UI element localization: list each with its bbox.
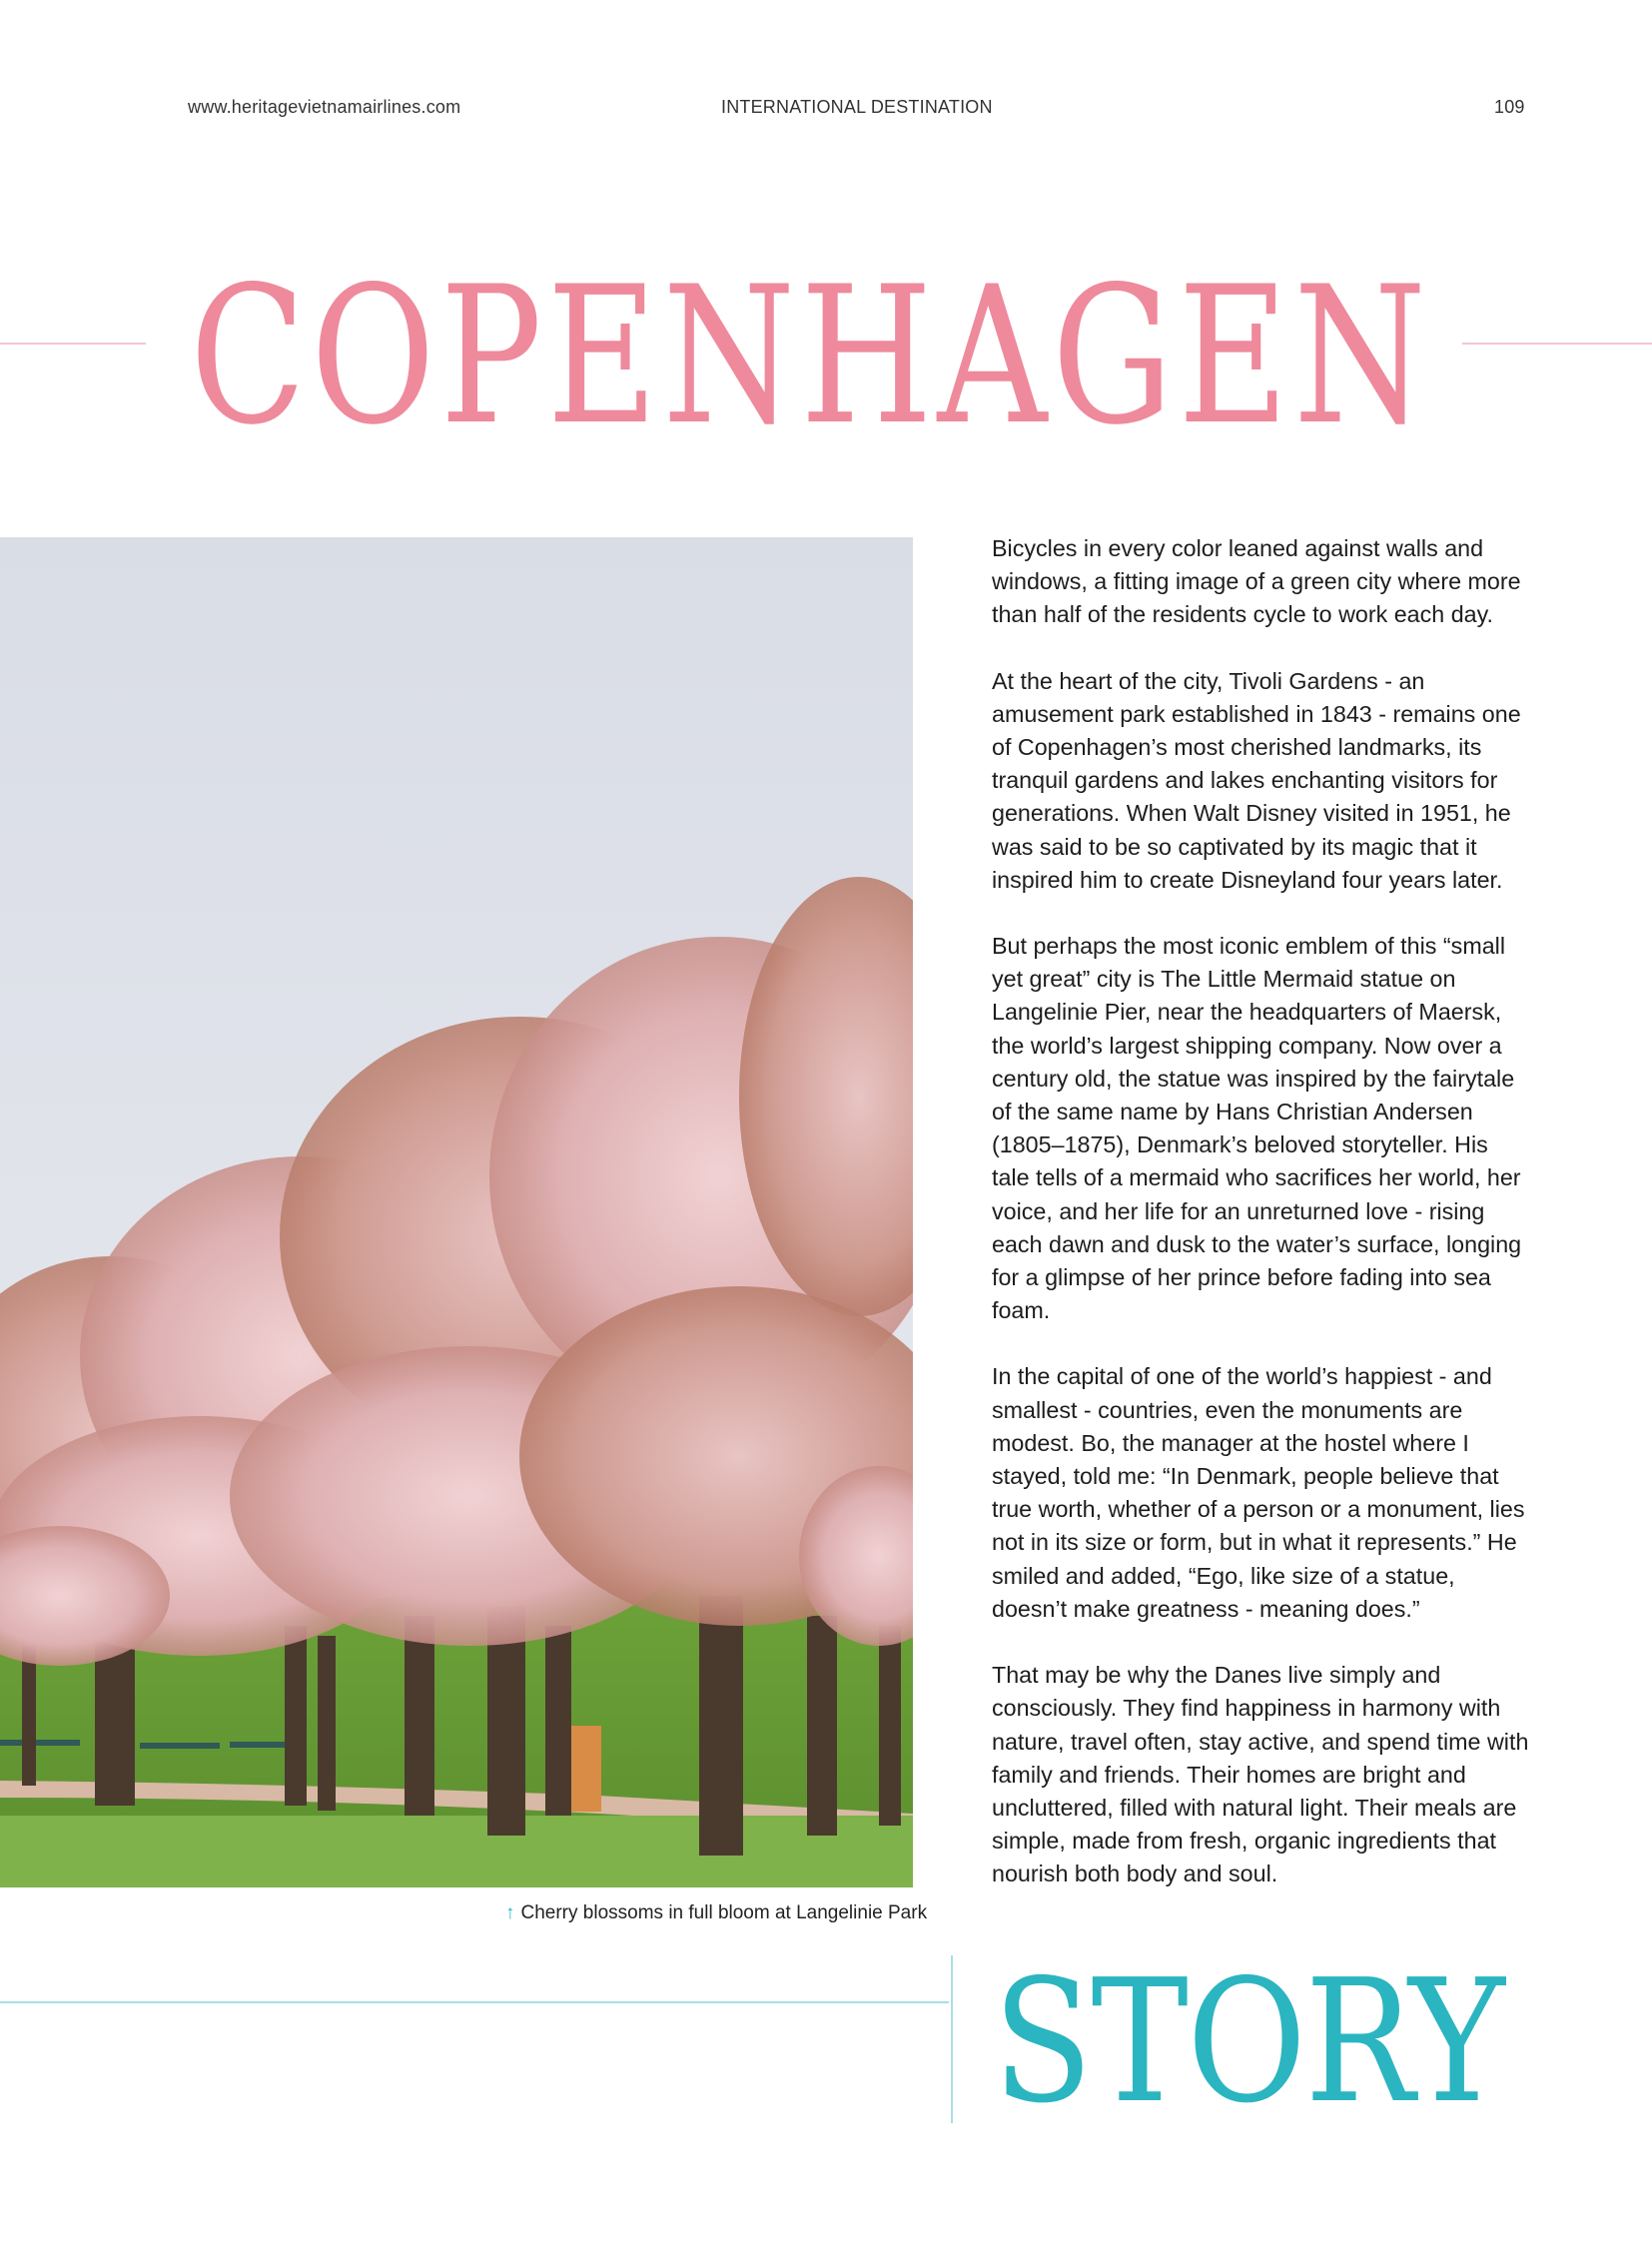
article-paragraph: In the capital of one of the world’s happiest - and smallest - countries, even the monuments are modest. Bo, the manager at the hostel where I stayed, told me: “In Denmark, people believe that true worth, whether of a person or a monument, lies not in its size or form, but in what it represents.” He smiled and added, “Ego, like size of a statue, doesn’t make greatness - meaning does.” bbox=[992, 1363, 1525, 1622]
arrow-up-icon: ↑ bbox=[505, 1902, 515, 1923]
title-rule-left bbox=[0, 343, 146, 345]
article-paragraph: Bicycles in every color leaned against walls and windows, a fitting image of a green city where more than half of the residents cycle to work each day. bbox=[992, 535, 1521, 628]
story-rule-horizontal bbox=[0, 2001, 949, 2003]
story-rule-vertical bbox=[951, 1955, 953, 2123]
header-url[interactable]: www.heritagevietnamairlines.com bbox=[188, 97, 461, 117]
article-paragraph: But perhaps the most iconic emblem of this “small yet great” city is The Little Mermaid statue on Langelinie Pier, near the headquarters of Maersk, the world’s largest shipping company. Now over a century old, the statue was inspired by the fairytale of the same name by Hans Christian Andersen (1805–1875), Denmark’s beloved storyteller. His tale tells of a mermaid who sacrifices her world, her voice, and her life for an unreturned love - rising each dawn and dusk to the water’s surface, longing for a glimpse of her prince before fading into sea foam. bbox=[992, 933, 1522, 1324]
caption-text: Cherry blossoms in full bloom at Langelinie Park bbox=[520, 1902, 928, 1923]
page-title: COPENHAGEN bbox=[190, 246, 1431, 466]
header-section-label: INTERNATIONAL DESTINATION bbox=[721, 97, 993, 117]
title-rule-right bbox=[1462, 343, 1652, 345]
article-paragraph: At the heart of the city, Tivoli Gardens - an amusement park established in 1843 - remains one of Copenhagen’s most cherished landmarks, its tranquil gardens and lakes enchanting visitors for generations. When Walt Disney visited in 1951, he was said to be so captivated by its magic that it inspired him to create Disneyland four years later. bbox=[992, 667, 1521, 893]
article-body bbox=[992, 532, 1531, 1924]
cherry-blossom-park-photo bbox=[0, 537, 913, 1887]
article-paragraph: That may be why the Danes live simply and consciously. They find happiness in harmony with nature, travel often, stay active, and spend time with family and friends. Their homes are bright and uncluttered, filled with natural light. Their meals are simple, made from fresh, organic ingredients that nourish both body and soul. bbox=[992, 1662, 1529, 1887]
story-heading: STORY bbox=[993, 1943, 1504, 2141]
page-number: 109 bbox=[1494, 97, 1525, 117]
photo-caption bbox=[505, 1902, 927, 1924]
